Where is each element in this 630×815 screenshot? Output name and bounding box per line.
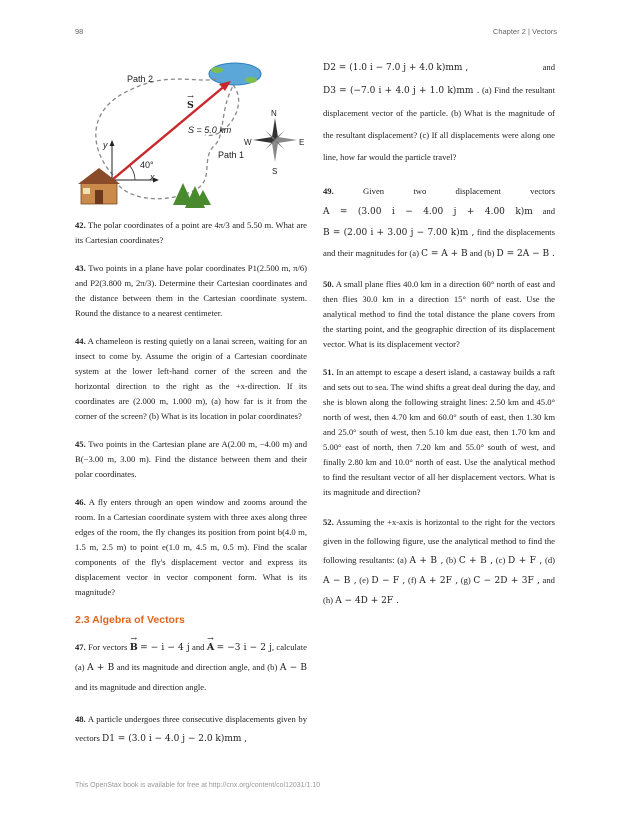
x-axis-label: x xyxy=(150,172,155,182)
path-2-label: Path 2 xyxy=(127,74,154,84)
compass-e: E xyxy=(299,138,305,147)
problem-43: 43. Two points in a plane have polar coordinates P1(2.500 m, π/6) and P2(3.800 m, 2π/3). Determine their Cartesian coordinates and the distance between them in the Cartesian coordinate system. Round the distance to a nearest centimeter. xyxy=(75,263,307,318)
problem-47: 47. For vectors → B = − i − 4 j and → A = −3 i − 2 j, calculate (a) A + B and its magnitude and direction angle, and (b) A − B and its magnitude and direction angle. xyxy=(75,638,307,697)
problem-45: 45. Two points in the Cartesian plane are A(2.00 m, −4.00 m) and B(−3.00 m, 3.00 m). Find the distance between them and their polar coordinates. xyxy=(75,439,307,479)
footer-note: This OpenStax book is available for free at http://cnx.org/content/col12031/1.10 xyxy=(75,782,321,789)
problem-48-continued: D2 = (1.0 i − 7.0 j + 4.0 k)mm , and D3 = (−7.0 i + 4.0 j + 1.0 k)mm . (a) Find the resultant displacement vector of the particle. (b) What is the magnitude of the resultant displacement? (c) If all displacements were along one line, how far would the particle travel? xyxy=(323,62,555,162)
problem-44: 44. A chameleon is resting quietly on a lanai screen, waiting for an insect to come by. Assume the origin of a Cartesian coordinate system at the lower left-hand corner of the screen and the horizontal direction to the right as the +x-direction. If its coordinates are (2.000 m, 1.000 m), (a) how far is it from the corner of the screen? (b) What is its location in polar coordinates? xyxy=(75,336,307,421)
compass-n: N xyxy=(271,109,277,118)
problem-52: 52. Assuming the +x-axis is horizontal to the right for the vectors given in the following figure, use the analytical method to find the following resultants: (a) A + B , (b) C + B , (c) D + F , (d) A − B , (e) D − F , (f) A + 2F , (g) C − 2D + 3F , and (h) A − 4D + 2F . xyxy=(323,517,555,606)
problem-49: 49. Given two displacement vectors A = (3.00 i − 4.00 j + 4.00 k)m and B = (2.00 i + 3.00 j − 7.00 k)m , find the displacements and their magnitudes for (a) C = A + B and (b) D = 2A − B . xyxy=(323,186,555,259)
problem-51: 51. In an attempt to escape a desert island, a castaway builds a raft and sets out to sea. The wind shifts a great deal during the day, and she is blown along the following straight lines: 2.50 km and 45.0° north of west, then 4.70 km and 60.0° south of east, then 1.30 km and 25.0° south of west, then 5.10 km due east, then 1.70 km and 5.00° east of north, then 7.20 km and 55.0° south of west, and finally 2.80 km and 10.0° north of east. Use the analytical method to find the resultant vector of all her displacement vectors. What is its magnitude and direction? xyxy=(323,367,555,497)
page-number: 98 xyxy=(75,27,84,36)
problem-42: 42. The polar coordinates of a point are 4π/3 and 5.50 m. What are its Cartesian coordinates? xyxy=(75,220,307,245)
path-1-label: Path 1 xyxy=(218,150,245,160)
compass-w: W xyxy=(244,138,252,147)
displacement-figure xyxy=(75,40,307,212)
left-column xyxy=(75,40,307,762)
compass-rose xyxy=(253,118,297,162)
s-vector-label: → S xyxy=(187,98,194,113)
problem-50: 50. A small plane flies 40.0 km in a direction 60° north of east and then flies 30.0 km in a direction 15° north of east. Use the analytical method to find the total distance the plane covers from the starting point, and the geographic direction of its displacement vector. What is its displacement vector? xyxy=(323,279,555,349)
pond-grass-2 xyxy=(245,77,257,83)
y-axis-arrow xyxy=(110,140,115,146)
y-axis-label: y xyxy=(103,140,108,150)
trees xyxy=(173,183,211,208)
cabin xyxy=(78,168,120,204)
problem-48: 48. A particle undergoes three consecutive displacements given by vectors D1 = (3.0 i − 4.0 j − 2.0 k)mm , xyxy=(75,714,307,744)
angle-label: 40° xyxy=(140,160,154,170)
section-heading: 2.3 Algebra of Vectors xyxy=(75,614,185,626)
path-1-line xyxy=(115,86,233,199)
chapter-title: Chapter 2 | Vectors xyxy=(492,27,557,36)
pond-grass xyxy=(211,67,223,73)
problem-46: 46. A fly enters through an open window and zooms around the room. In a Cartesian coordinate system with three axes along three edges of the room, the fly changes its position from point b(4.0 m, 1.5 m, 2.5 m) to point e(1.0 m, 4.5 m, 0.5 m). Find the scalar components of the fly's displacement vector and express its displacement vector in vector component form. What is its magnitude? xyxy=(75,497,307,597)
magnitude-label: S = 5.0 km xyxy=(188,125,232,135)
right-column xyxy=(323,56,555,624)
compass-s: S xyxy=(272,167,278,176)
angle-arc xyxy=(130,166,135,180)
